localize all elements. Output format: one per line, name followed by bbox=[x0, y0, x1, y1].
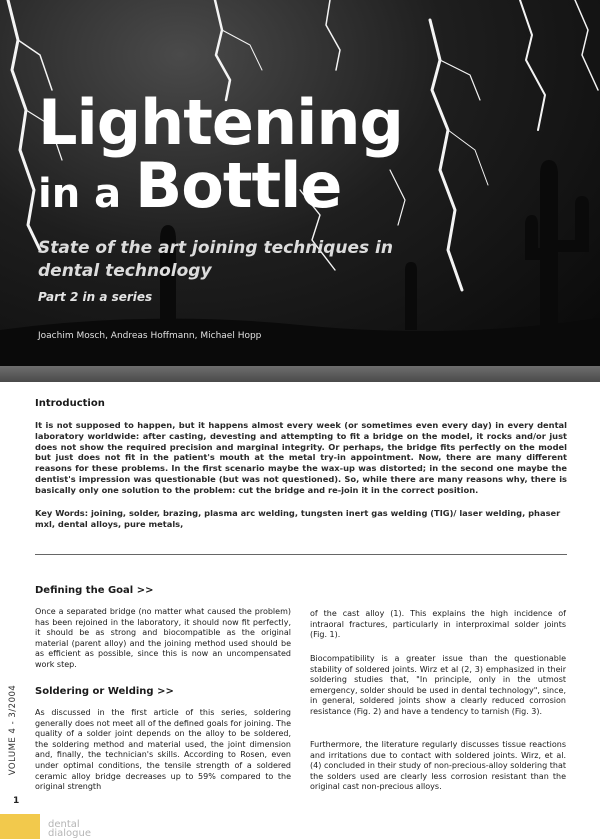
logo-line2: dialogue bbox=[48, 828, 91, 839]
article-subtitle: State of the art joining techniques in dental technology bbox=[38, 238, 393, 281]
keywords-list: joining, solder, brazing, plasma arc welding, tungsten inert gas welding (TIG)/ laser welding, phaser mxl, dental alloys, pure metals, bbox=[35, 508, 561, 529]
logo-line1: dental bbox=[48, 819, 80, 830]
col2-paragraph-1: of the cast alloy (1). This explains the high incidence of intraoral fractures, particularly in interproximal solder joints (Fig. 1). bbox=[310, 609, 566, 640]
col2-paragraph-2: Biocompatibility is a greater issue than the questionable stability of soldered joints. Wirz et al (2, 3) emphasized in their soldering studies that, "In principle, only in the utmost emergency, solder should be used in dental technology", since, in general, soldered joints show a clearly reduced corrosion resistance (Fig. 2) and have a tendency to tarnish (Fig. 3). bbox=[310, 654, 566, 716]
title-in-a: in a bbox=[38, 171, 136, 217]
keywords-label: Key Words: bbox=[35, 508, 89, 518]
col2-paragraph-3: Furthermore, the literature regularly discusses tissue reactions and irritations due to contact with soldered joints. Wirz, et al. (4) concluded in their study of non-precious-alloy soldering that the solders used are clearly less corrosion resistant than the original cast non-precious alloys. bbox=[310, 740, 566, 792]
publication-logo bbox=[48, 820, 91, 838]
intro-paragraph: It is not supposed to happen, but it happens almost every week (or sometimes even every day) in every dental laboratory worldwide: after casting, devesting and attempting to fit a bridge on the model, it rocks and/or just does not show the required precision and marginal integrity. Or perhaps, the bridge fits perfectly on the model but just does not fit in the patient's mouth at the metal try-in appointment. Now, there are many different reasons for these problems. In the first scenario maybe the wax-up was distorted; in the second one maybe the dentist's impression was questionable (but was not questioned). So, while there are many reasons why, there is basically only one solution to the problem: cut the bridge and re-join it in the correct position. bbox=[35, 420, 567, 495]
authors: Joachim Mosch, Andreas Hoffmann, Michael Hopp bbox=[38, 331, 262, 341]
title-bottle: Bottle bbox=[135, 149, 342, 222]
solder-heading: Soldering or Welding >> bbox=[35, 686, 174, 697]
keywords bbox=[35, 508, 567, 530]
article-title-line2 bbox=[38, 149, 342, 222]
intro-heading: Introduction bbox=[35, 398, 105, 409]
hero-banner bbox=[0, 0, 600, 366]
volume-label: VOLUME 4 - 3/2004 bbox=[8, 684, 18, 776]
goal-paragraph: Once a separated bridge (no matter what caused the problem) has been rejoined in the laboratory, it should now fit perfectly, it should be as strong and biocompatible as the original material (parent alloy) and the joining method used should be as efficient as possible, since this is now an uncompensated work step. bbox=[35, 607, 291, 669]
series-label: Part 2 in a series bbox=[38, 290, 153, 304]
page-number: 1 bbox=[13, 796, 20, 806]
article-title-line1: Lightening bbox=[38, 86, 403, 159]
section-rule bbox=[35, 554, 567, 555]
goal-heading: Defining the Goal >> bbox=[35, 585, 154, 596]
corner-accent bbox=[0, 814, 40, 839]
solder-paragraph: As discussed in the first article of this series, soldering generally does not meet all of the defined goals for joining. The quality of a solder joint depends on the alloy to be soldered, the soldering method and material used, the joint dimension and, finally, the technician's skills. According to Rosen, even under optimal conditions, the tensile strength of a soldered ceramic alloy bridge decreases up to 59% compared to the original strength bbox=[35, 708, 291, 792]
divider-band bbox=[0, 366, 600, 382]
